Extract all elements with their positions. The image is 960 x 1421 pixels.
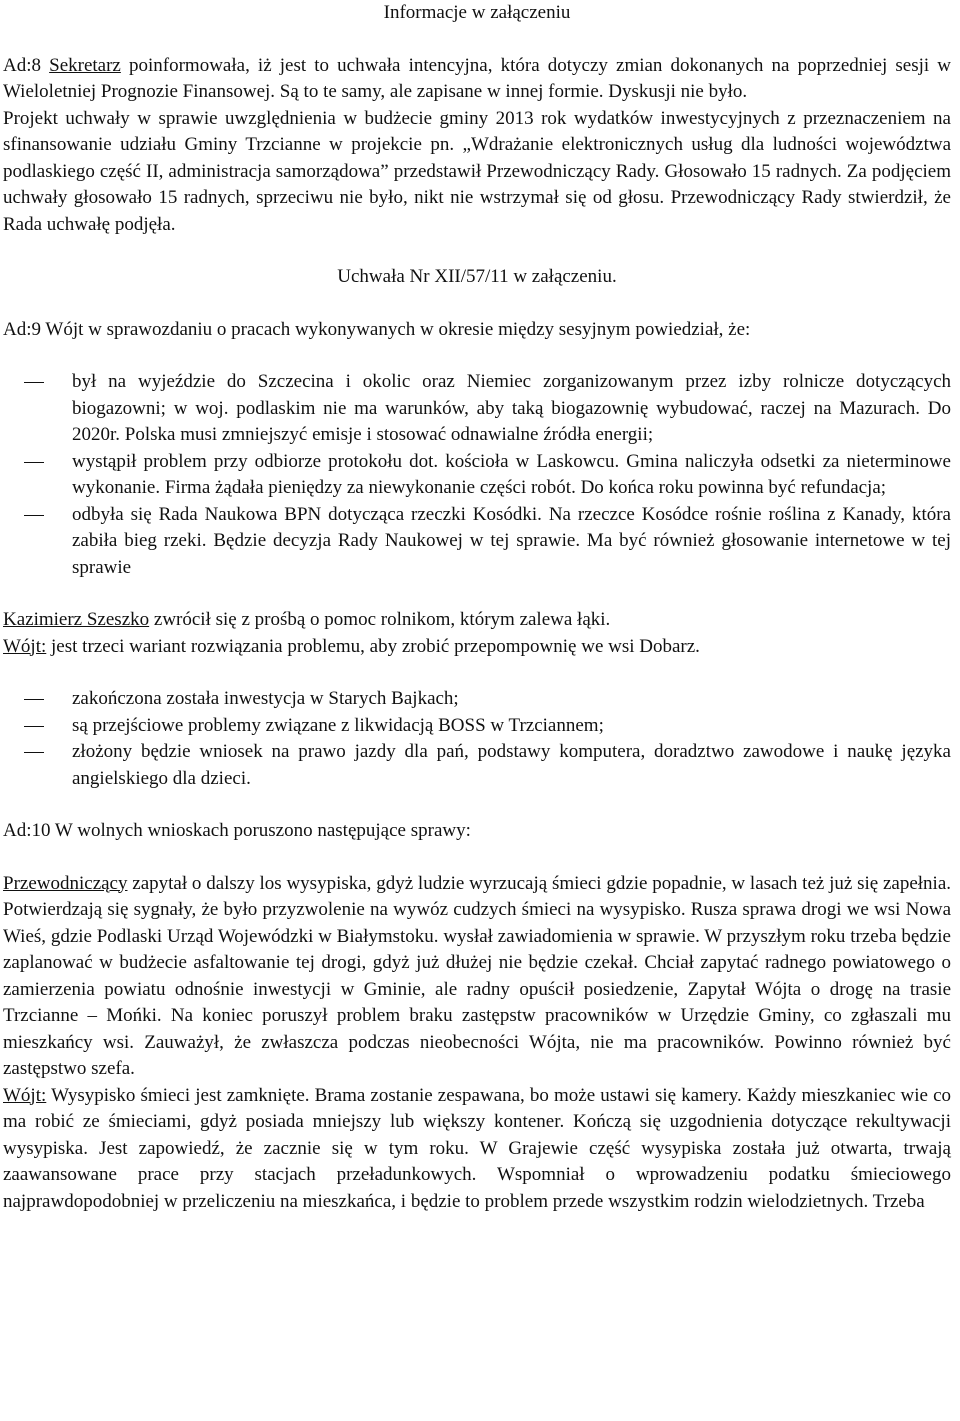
ad9-intro-paragraph <box>3 317 951 344</box>
list-item: odbyła się Rada Naukowa BPN dotycząca rzeczki Kosódki. Na rzeczce Kosódce rośnie roślina z Kanady, która zabiła bieg rzeki. Będzie decyzja Rady Naukowej w tej sprawie. Ma być również głosowanie internetowe w tej sprawie <box>3 502 951 582</box>
ad9-intro: Wójt w sprawozdaniu o pracach wykonywanych w okresie między sesyjnym powiedział, że: <box>45 318 751 340</box>
list-item: wystąpił problem przy odbiorze protokołu dot. kościoła w Laskowcu. Gmina naliczyła odsetki za nieterminowe wykonanie. Firma żądała pieniędzy za niewykonanie części robót. Do końca roku powinna być refundacja; <box>3 449 951 502</box>
chair-label: Przewodniczący <box>3 872 128 894</box>
ad10-intro-paragraph <box>3 818 951 845</box>
chair-text: zapytał o dalszy los wysypiska, gdyż ludzie wyrzucają śmieci gdzie popadnie, w lasach też już się zapełnia. Potwierdzają się sygnały, że było przyzwolenie na wywóz cudzych śmieci na wysypisko. Rusza sprawa drogi we wsi Nowa Wieś, gdzie Podlaski Urząd Wojewódzki w Białymstoku. wysłał zawiadomienia w sprawie. W przyszłym roku trzeba będzie zaplanować w budżecie asfaltowanie tej drogi, gdyż już dłużej nie będzie czekał. Chciał zapytać radnego powiatowego o zamierzenia powiatu odnośnie inwestycji w Gminie, ale radny opuścił posiedzenie, Zapytał Wójta o drogę na trasie Trzcianne – Mońki. Na koniec poruszył problem braku zastępstw pracowników w Urzędzie Gminy, co zgłaszali mu mieszkańcy wsi. Zauważył, że zwłaszcza podczas nieobecności Wójta, nie ma pracowników. Powinno również być zastępstwo szefa. <box>3 872 951 1079</box>
ad8-project-paragraph: Projekt uchwały w sprawie uwzględnienia w budżecie gminy 2013 rok wydatków inwestycyjnych z przeznaczeniem na sfinansowanie udziału Gminy Trzcianne w projekcie pn. „Wdrażanie elektronicznych usług dla ludności województwa podlaskiego część II, administracja samorządowa” przedstawił Przewodniczący Rady. Głosowało 15 radnych. Za podjęciem uchwały głosowało 15 radnych, sprzeciwu nie było, nikt nie wstrzymał się od głosu. Przewodniczący Rady stwierdził, że Rada uchwałę podjęła. <box>3 107 951 235</box>
chair-paragraph <box>3 871 951 1083</box>
ad9-list <box>3 369 951 581</box>
list-item: złożony będzie wniosek na prawo jazdy dla pań, podstawy komputera, doradztwo zawodowe i naukę języka angielskiego dla dzieci. <box>3 739 951 792</box>
ad9-label: Ad:9 <box>3 318 41 340</box>
wojt-text: jest trzeci wariant rozwiązania problemu, aby zrobić przepompownię we wsi Dobarz. <box>51 635 700 657</box>
wojt-paragraph <box>3 634 951 661</box>
szeszko-name: Kazimierz Szeszko <box>3 609 150 630</box>
list-item: był na wyjeździe do Szczecina i okolic oraz Niemiec zorganizowanym przez izby rolnicze dotyczących biogazowni; w woj. podlaskim nie ma warunków, aby taką biogazownię wybudować, raczej na Mazurach. Do 2020r. Polska musi zmniejszyć emisje i stosować odnawialne źródła energii; <box>3 369 951 449</box>
wojt-reply-paragraph <box>3 1083 951 1216</box>
wojt-label: Wójt: <box>3 635 47 657</box>
page-title: Informacje w załączeniu <box>383 2 571 23</box>
ad8-label: Ad:8 <box>3 54 41 76</box>
list-item: zakończona została inwestycja w Starych Bajkach; <box>3 686 951 713</box>
wojt-reply-label: Wójt: <box>3 1084 47 1106</box>
ad10-intro: W wolnych wnioskach poruszono następujące sprawy: <box>54 820 471 841</box>
ad9-list-2 <box>3 686 951 792</box>
ad8-text: poinformowała, iż jest to uchwała intencyjna, która dotyczy zmian dokonanych na poprzedniej sesji w Wieloletniej Prognozie Finansowej. Są to te samy, ale zapisane w innej formie. Dyskusji nie było. <box>3 54 952 102</box>
ad8-paragraph <box>3 53 951 106</box>
wojt-reply-text: Wysypisko śmieci jest zamknięte. Brama zostanie zespawana, bo może ustawi się kamery. Każdy mieszkaniec wie co ma robić ze śmieciami, gdyż posiada mniejszy lub większy kontener. Kończą się uzgodnienia dotyczące rekultywacji wysypiska. Jest zapowiedź, że zacznie się w tym roku. W Grajewie część wysypiska została już otwarta, trwają zaawansowane prace przy stacjach przeładunkowych. Wspomniał o wprowadzeniu podatku śmieciowego najprawdopodobniej w przeliczeniu na mieszkańca, i będzie to problem przede wszystkim rodzin wielodzietnych. Trzeba <box>3 1084 951 1212</box>
list-item: są przejściowe problemy związane z likwidacją BOSS w Trzciannem; <box>3 713 951 740</box>
szeszko-text: zwrócił się z prośbą o pomoc rolnikom, którym zalewa łąki. <box>153 609 611 630</box>
ad8-resolution: Uchwała Nr XII/57/11 w załączeniu. <box>337 266 617 287</box>
ad8-speaker: Sekretarz <box>49 54 121 76</box>
szeszko-paragraph <box>3 607 951 634</box>
ad10-label: Ad:10 <box>3 820 51 841</box>
